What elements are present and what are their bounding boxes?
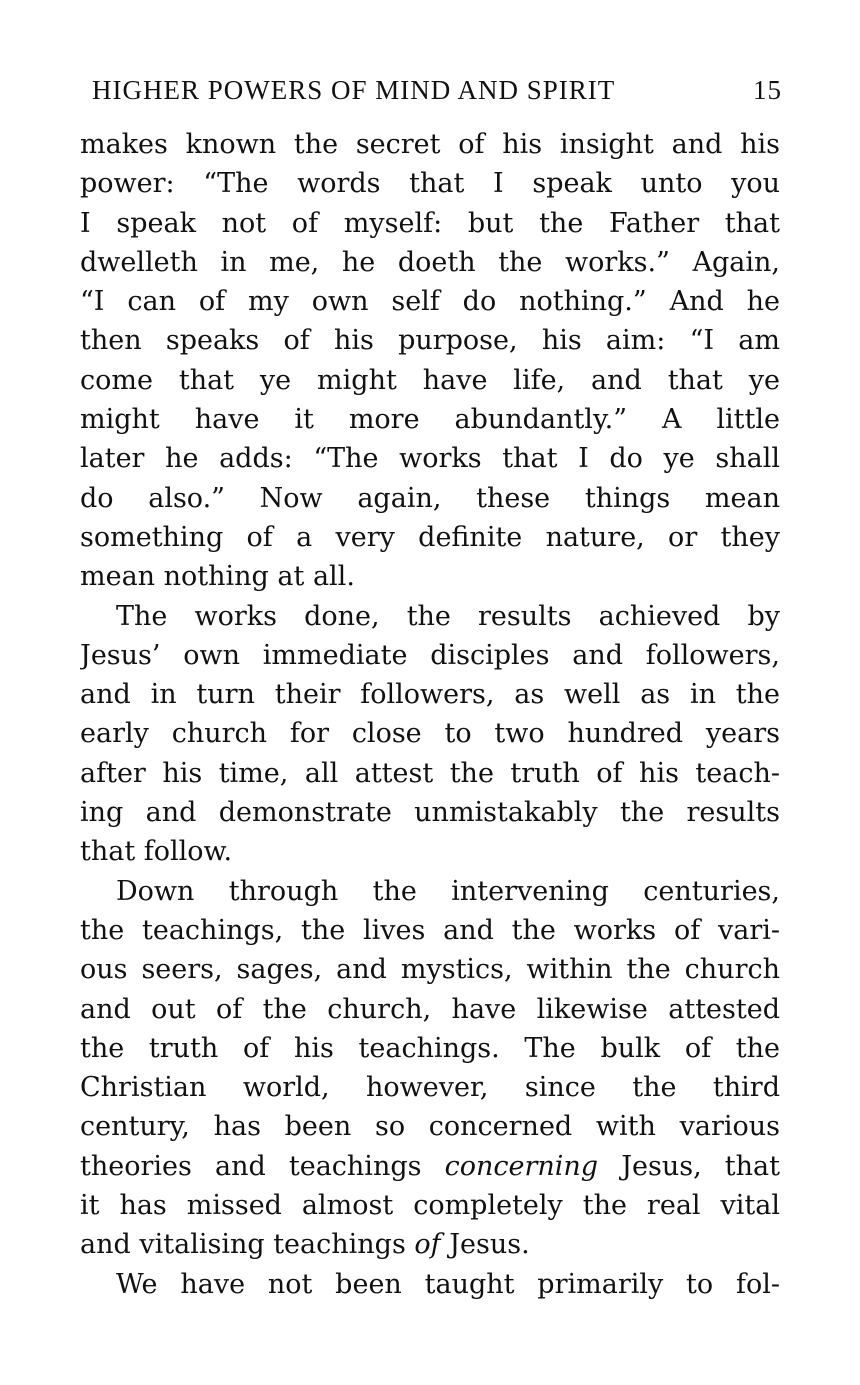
text-line: Down through the intervening centuries, bbox=[116, 875, 780, 907]
text-line: later he adds: “The works that I do ye shall bbox=[80, 443, 780, 475]
running-head-title: HIGHER POWERS OF MIND AND SPIRIT bbox=[92, 75, 616, 105]
text-line: and out of the church, have likewise attested bbox=[80, 993, 780, 1025]
text-line bbox=[80, 1147, 780, 1186]
paragraph-1 bbox=[80, 125, 780, 597]
italic-text: concerning bbox=[444, 1150, 599, 1182]
text-line: The works done, the results achieved by bbox=[116, 600, 780, 632]
text-line: power: “The words that I speak unto you bbox=[80, 168, 780, 200]
text-run: theories and teachings bbox=[80, 1150, 445, 1182]
text-line: I speak not of myself: but the Father that bbox=[80, 207, 780, 239]
text-line: ing and demonstrate unmistakably the results bbox=[80, 797, 780, 829]
text-line: something of a very definite nature, or they bbox=[80, 521, 780, 553]
text-line: the truth of his teachings. The bulk of the bbox=[80, 1032, 780, 1064]
text-run: Jesus. bbox=[440, 1229, 530, 1261]
paragraph-4 bbox=[80, 1265, 780, 1304]
text-line: century, has been so concerned with various bbox=[80, 1111, 780, 1143]
text-run: Jesus, that bbox=[598, 1150, 780, 1182]
text-line: it has missed almost completely the real vital bbox=[80, 1190, 780, 1222]
text-line: and in turn their followers, as well as in the bbox=[80, 679, 780, 711]
italic-text: of bbox=[414, 1229, 441, 1261]
text-line: come that ye might have life, and that ye bbox=[80, 364, 780, 396]
text-line: might have it more abundantly.” A little bbox=[80, 404, 780, 436]
text-line: mean nothing at all. bbox=[80, 561, 355, 593]
text-line: after his time, all attest the truth of his teach- bbox=[80, 757, 780, 789]
text-line: dwelleth in me, he doeth the works.” Again, bbox=[80, 246, 780, 278]
text-line: early church for close to two hundred years bbox=[80, 718, 780, 750]
text-line bbox=[80, 1225, 780, 1264]
text-line: Christian world, however, since the third bbox=[80, 1072, 780, 1104]
text-line: the teachings, the lives and the works of vari- bbox=[80, 914, 780, 946]
running-head bbox=[92, 70, 782, 110]
text-line: then speaks of his purpose, his aim: “I am bbox=[80, 325, 780, 357]
page-number: 15 bbox=[753, 75, 782, 105]
text-line: makes known the secret of his insight and his bbox=[80, 129, 780, 160]
text-line: We have not been taught primarily to fol- bbox=[116, 1268, 780, 1300]
text-line: Jesus’ own immediate disciples and followers, bbox=[80, 639, 780, 671]
paragraph-2 bbox=[80, 597, 780, 872]
text-line: that follow. bbox=[80, 836, 233, 868]
text-line: “I can of my own self do nothing.” And he bbox=[80, 286, 780, 318]
text-run: and vitalising teachings bbox=[80, 1229, 415, 1261]
paragraph-3 bbox=[80, 872, 780, 1265]
text-line: ous seers, sages, and mystics, within the church bbox=[80, 954, 780, 986]
text-line: do also.” Now again, these things mean bbox=[80, 482, 780, 514]
body-text bbox=[80, 125, 780, 1304]
